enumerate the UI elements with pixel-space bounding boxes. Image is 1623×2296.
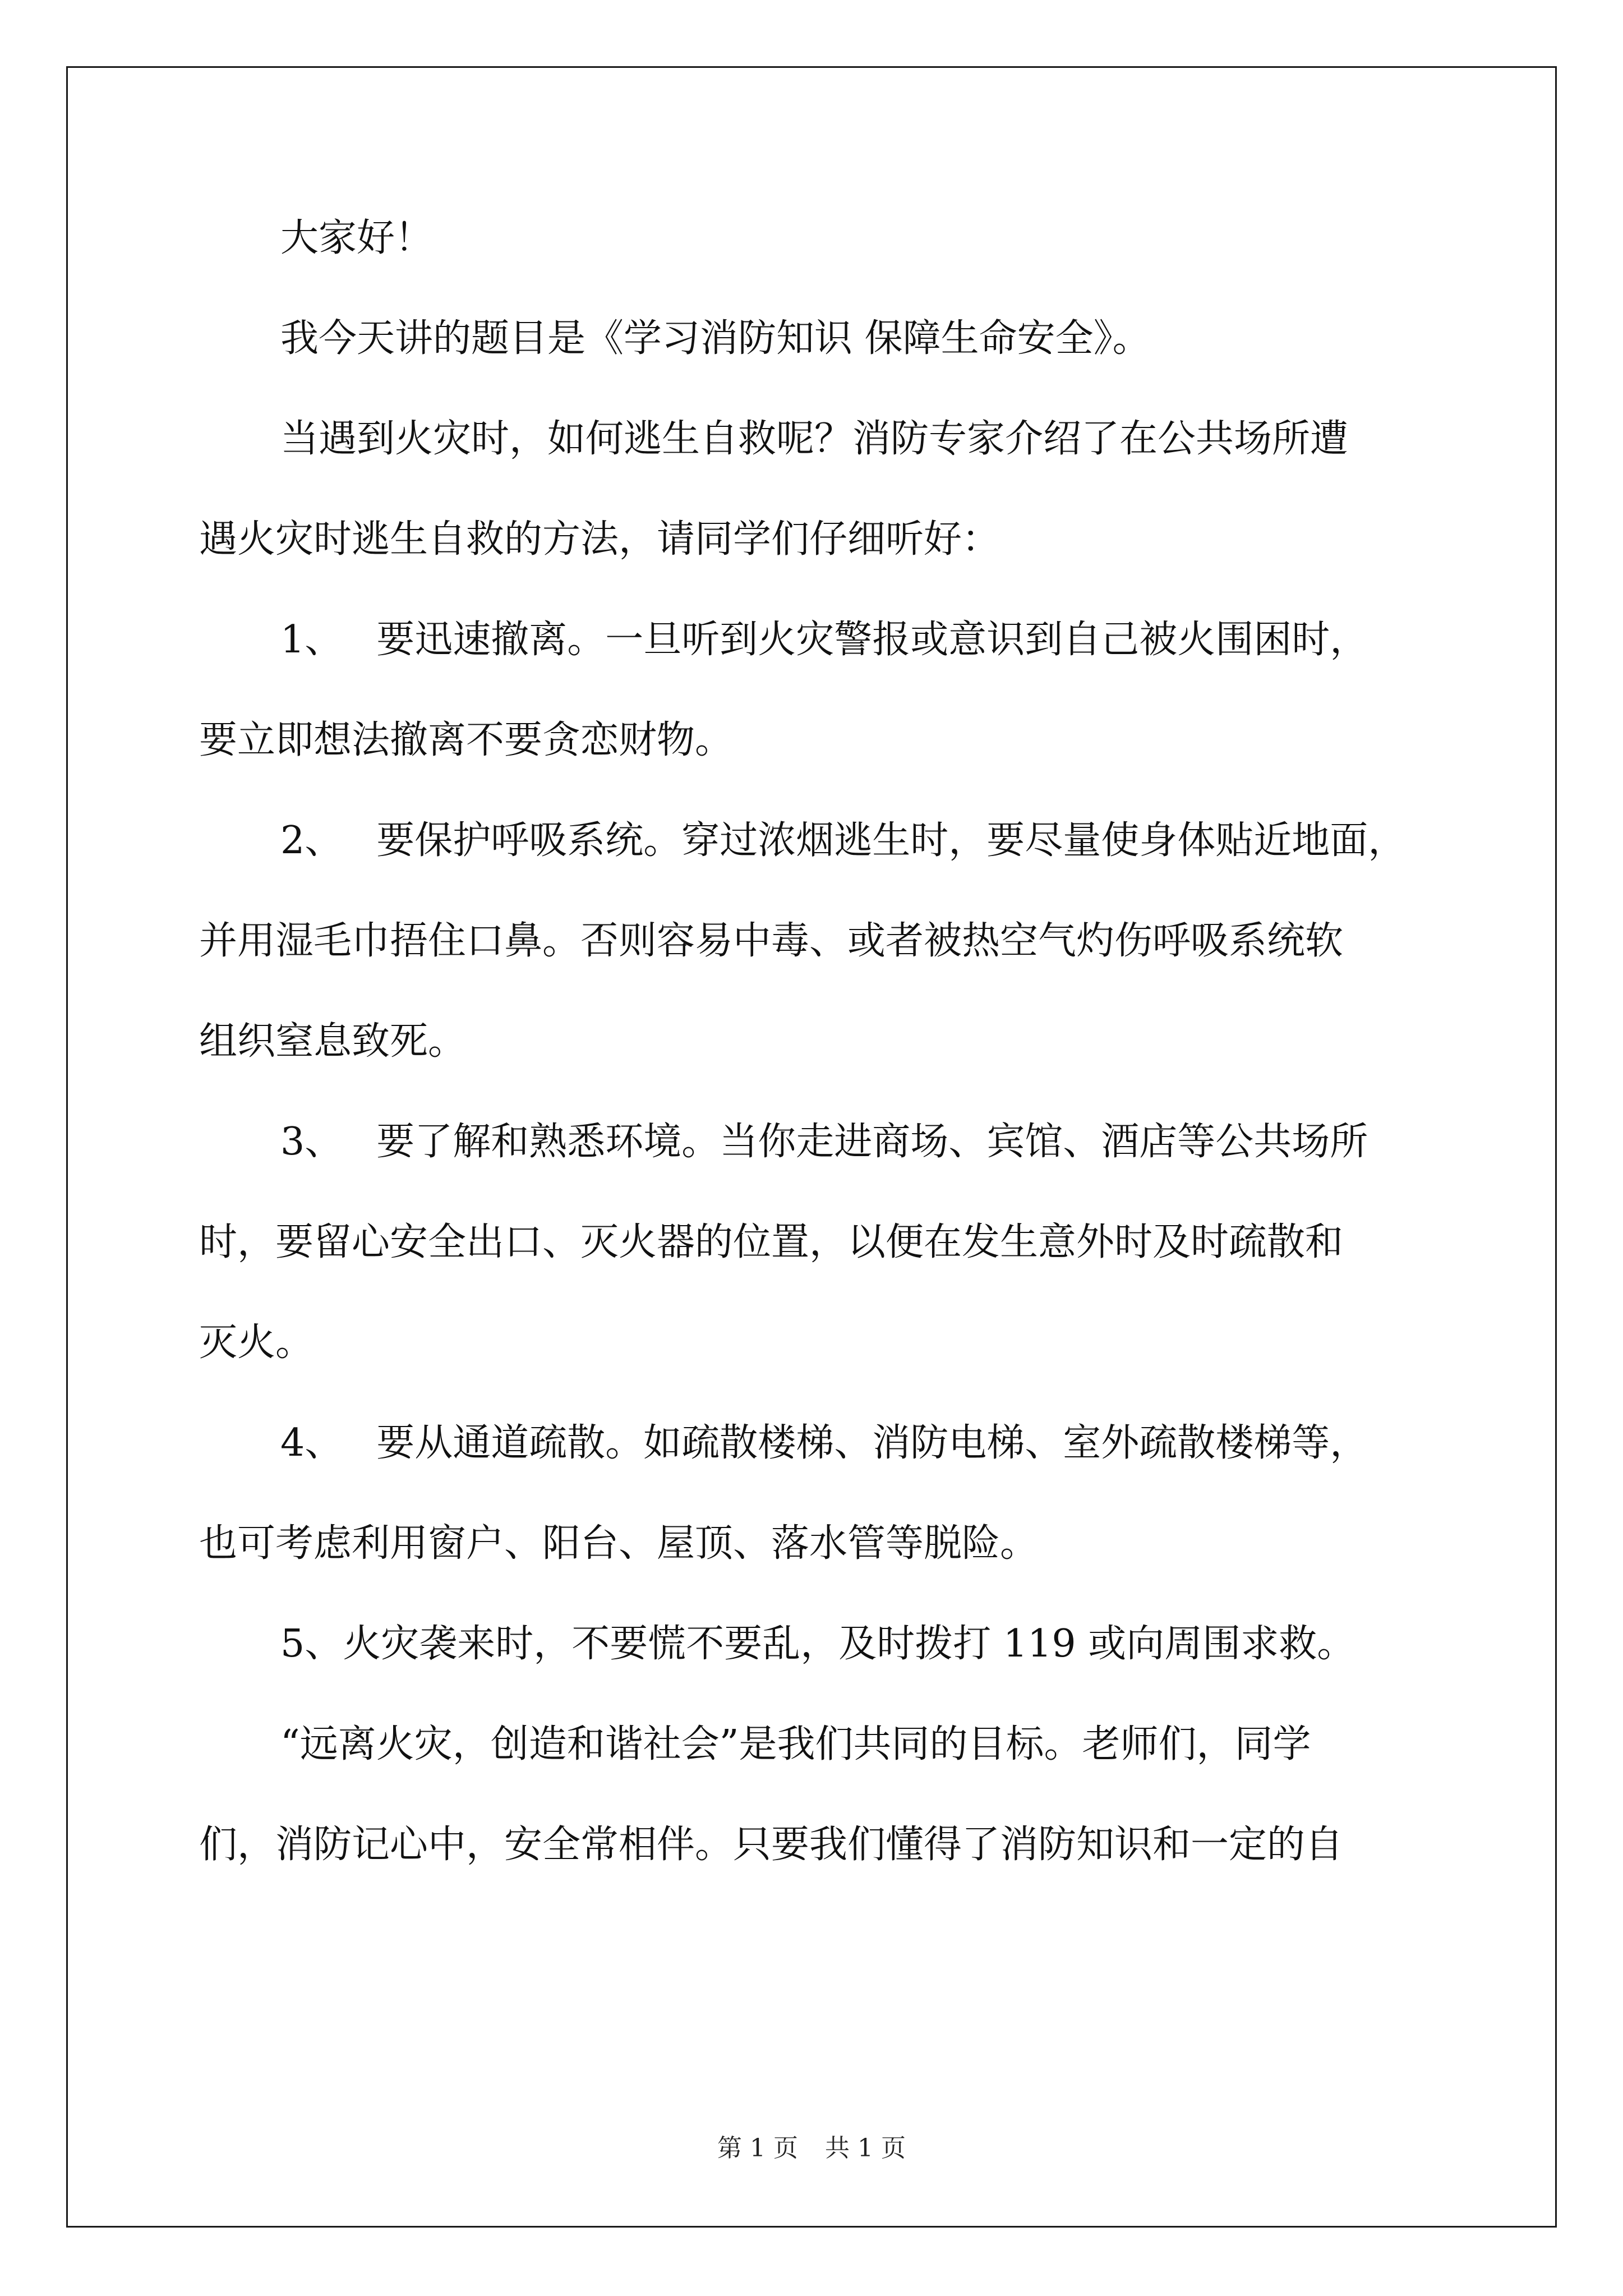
page-number: 第 1 页 [717,2134,798,2162]
item-2-line-1 [280,816,1406,866]
item-2-line-3: 组织窒息致死。 [199,1019,467,1064]
page-total: 共 1 页 [825,2134,906,2162]
item-3-number: 3、 [280,1120,343,1164]
item-3-line-1 [280,1117,1368,1167]
item-1-line-2: 要立即想法撤离不要贪恋财物。 [199,718,734,762]
item-4-number: 4、 [280,1421,343,1465]
closing-line-1: “远离火灾，创造和谐社会”是我们共同的目标。老师们，同学 [280,1722,1311,1766]
item-2-number: 2、 [280,818,343,863]
closing-line-2: 们，消防记心中，安全常相伴。只要我们懂得了消防知识和一定的自 [199,1823,1344,1867]
item-3-line-3: 灭火。 [199,1320,314,1365]
item-4-line-1 [280,1418,1368,1469]
item-2-line-2: 并用湿毛巾捂住口鼻。否则容易中毒、或者被热空气灼伤呼吸系统软 [199,919,1344,963]
item-1-number: 1、 [280,618,343,662]
item-1-text: 要迅速撤离。一旦听到火灾警报或意识到自己被火围困时， [376,618,1368,662]
intro-line-2: 遇火灾时逃生自救的方法，请同学们仔细听好： [199,517,1000,562]
item-4-text: 要从通道疏散。如疏散楼梯、消防电梯、室外疏散楼梯等， [376,1421,1368,1465]
item-4-line-2: 也可考虑利用窗户、阳台、屋顶、落水管等脱险。 [199,1521,1039,1566]
item-3-line-2: 时，要留心安全出口、灭火器的位置，以便在发生意外时及时疏散和 [199,1220,1344,1264]
greeting-line: 大家好！ [280,216,434,260]
item-2-text: 要保护呼吸系统。穿过浓烟逃生时，要尽量使身体贴近地面， [376,818,1407,863]
page-footer [0,2134,1623,2162]
item-1-line-1 [280,615,1368,665]
item-3-text: 要了解和熟悉环境。当你走进商场、宾馆、酒店等公共场所 [376,1120,1368,1164]
item-5-line: 5、火灾袭来时，不要慌不要乱，及时拨打 119 或向周围求救。 [280,1622,1355,1666]
intro-line-1: 当遇到火灾时，如何逃生自救呢？消防专家介绍了在公共场所遭 [280,417,1349,461]
topic-line: 我今天讲的题目是《学习消防知识 保障生命安全》。 [280,316,1151,361]
